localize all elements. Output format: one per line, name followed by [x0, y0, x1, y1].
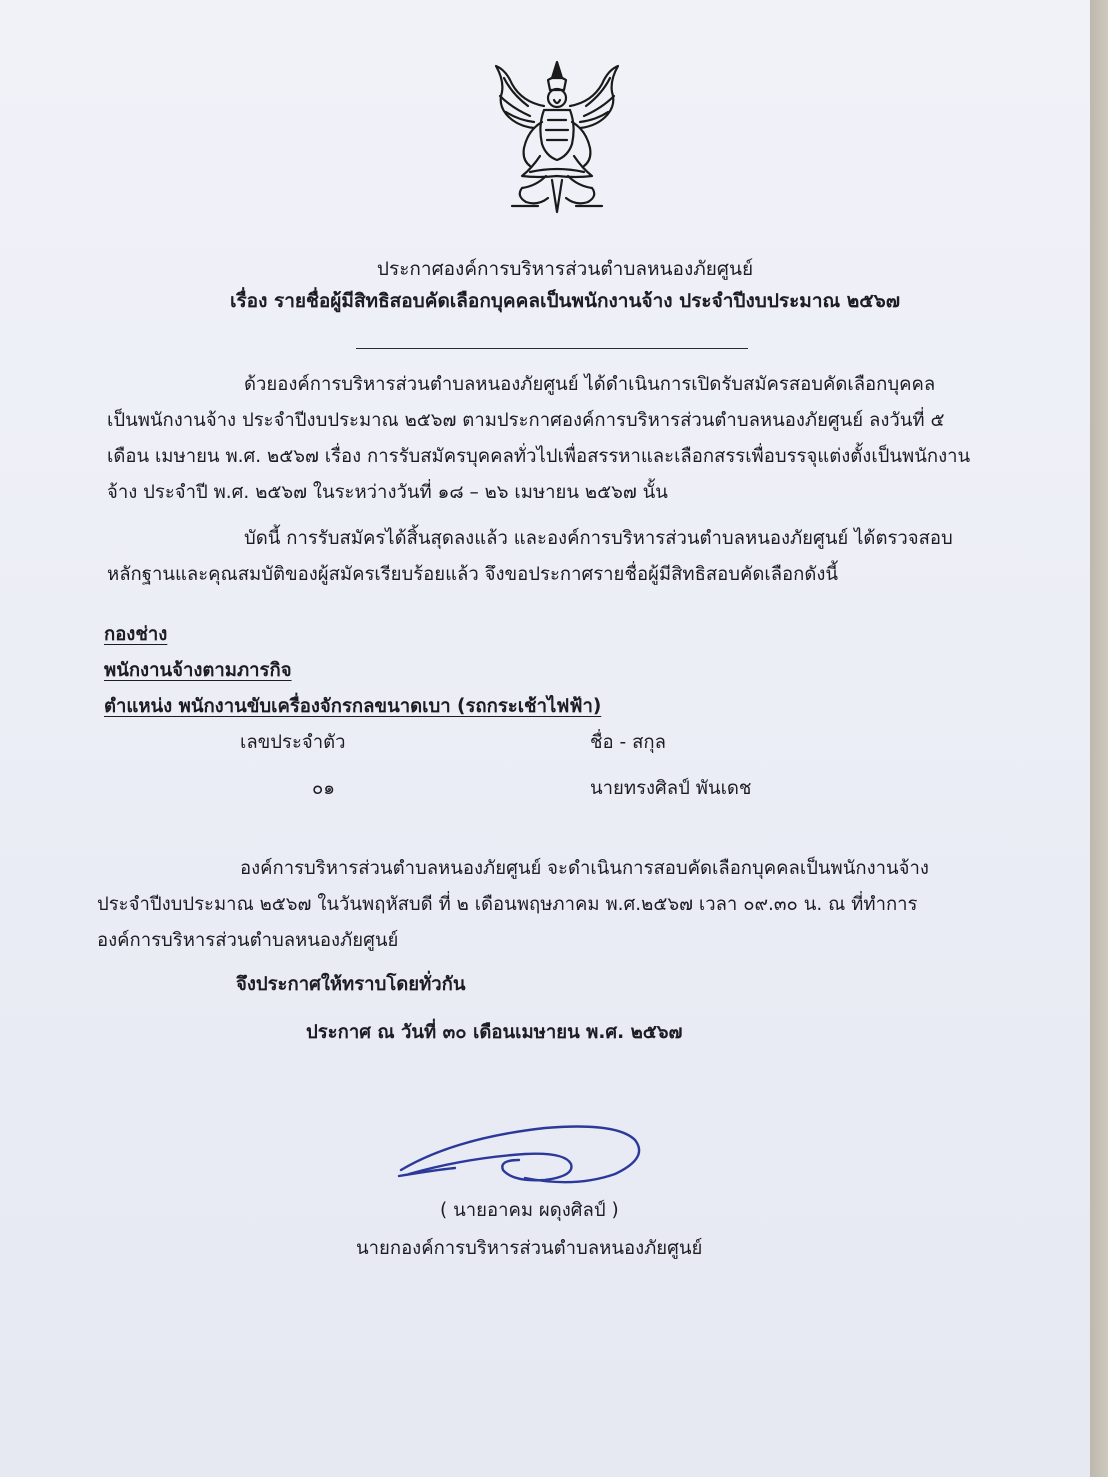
document-subject: เรื่อง รายชื่อผู้มีสิทธิสอบคัดเลือกบุคคลเป็นพนักงานจ้าง ประจำปีงบประมาณ ๒๕๖๗ [229, 290, 900, 312]
employee-type-heading: พนักงานจ้างตามภารกิจ [104, 660, 292, 681]
position-heading: ตำแหน่ง พนักงานขับเครื่องจักรกลขนาดเบา (รถกระเช้าไฟฟ้า) [104, 696, 602, 717]
para1-line1: ด้วยองค์การบริหารส่วนตำบลหนองภัยศูนย์ ได้ดำเนินการเปิดรับสมัครสอบคัดเลือกบุคคล [244, 374, 936, 395]
table-header-id: เลขประจำตัว [240, 732, 346, 753]
para1-line3: เดือน เมษายน พ.ศ. ๒๕๖๗ เรื่อง การรับสมัครบุคคลทั่วไปเพื่อสรรหาและเลือกสรรเพื่อบรรจุแต่งตั้งเป็นพนักงาน [107, 446, 971, 467]
table-cell-name: นายทรงศิลป์ พันเดช [590, 778, 752, 799]
signer-name: ( นายอาคม ผดุงศิลป์ ) [440, 1200, 619, 1221]
document-title: ประกาศองค์การบริหารส่วนตำบลหนองภัยศูนย์ [376, 258, 754, 280]
title-divider [356, 348, 748, 349]
para2-line1: บัดนี้ การรับสมัครได้สิ้นสุดลงแล้ว และองค์การบริหารส่วนตำบลหนองภัยศูนย์ ได้ตรวจสอบ [244, 528, 953, 549]
signer-title: นายกองค์การบริหารส่วนตำบลหนองภัยศูนย์ [356, 1238, 703, 1259]
table-cell-id: ๐๑ [312, 778, 336, 799]
para3-line3: องค์การบริหารส่วนตำบลหนองภัยศูนย์ [97, 930, 399, 951]
handwritten-signature [395, 1118, 645, 1198]
garuda-emblem-icon [482, 56, 632, 216]
para2-line2: หลักฐานและคุณสมบัติของผู้สมัครเรียบร้อยแล้ว จึงขอประกาศรายชื่อผู้มีสิทธิสอบคัดเลือกดังนี้ [107, 564, 839, 585]
para1-line2: เป็นพนักงานจ้าง ประจำปีงบประมาณ ๒๕๖๗ ตามประกาศองค์การบริหารส่วนตำบลหนองภัยศูนย์ ลงวันที่ ๕ [107, 410, 945, 431]
para3-line2: ประจำปีงบประมาณ ๒๕๖๗ ในวันพฤหัสบดี ที่ ๒ เดือนพฤษภาคม พ.ศ.๒๕๖๗ เวลา ๐๙.๓๐ น. ณ ที่ทำการ [97, 894, 918, 915]
table-header-name: ชื่อ - สกุล [590, 732, 666, 753]
division-heading: กองช่าง [104, 624, 168, 645]
para1-line4: จ้าง ประจำปี พ.ศ. ๒๕๖๗ ในระหว่างวันที่ ๑๘ – ๒๖ เมษายน ๒๕๖๗ นั้น [107, 482, 668, 503]
announce-date: ประกาศ ณ วันที่ ๓๐ เดือนเมษายน พ.ศ. ๒๕๖๗ [306, 1022, 683, 1043]
para3-line1: องค์การบริหารส่วนตำบลหนองภัยศูนย์ จะดำเนินการสอบคัดเลือกบุคคลเป็นพนักงานจ้าง [240, 858, 929, 879]
page-edge-background [1090, 0, 1108, 1477]
announce-text: จึงประกาศให้ทราบโดยทั่วกัน [236, 974, 466, 995]
